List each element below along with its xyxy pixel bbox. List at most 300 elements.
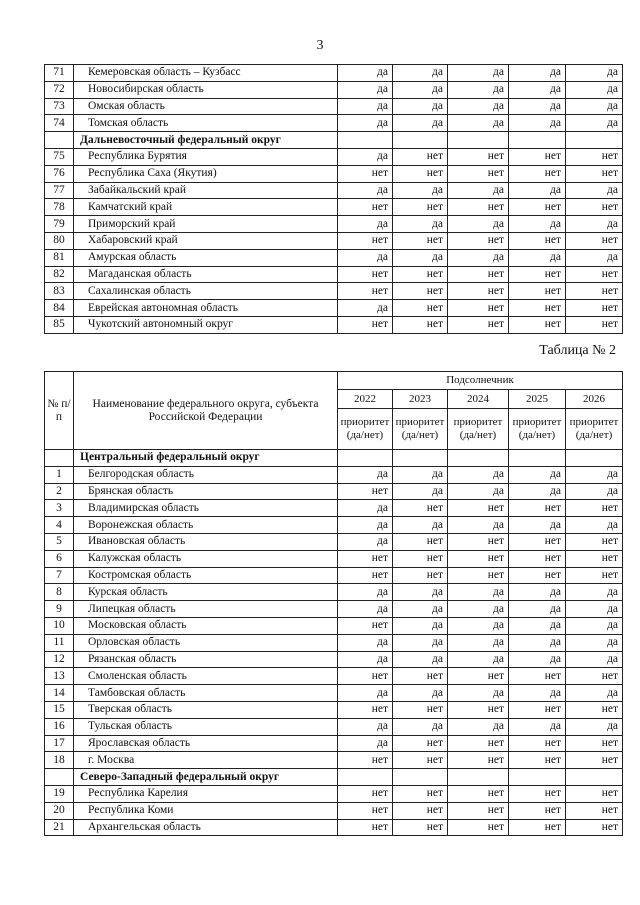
priority-value: нет	[393, 232, 448, 249]
region-name: Тульская область	[74, 718, 338, 735]
priority-value: да	[509, 249, 566, 266]
priority-value: да	[338, 216, 393, 233]
table-row	[45, 819, 623, 836]
empty-cell	[566, 132, 623, 149]
column-header-year: 2023	[393, 390, 448, 409]
priority-value: нет	[393, 735, 448, 752]
priority-value: да	[393, 634, 448, 651]
empty-cell	[45, 450, 74, 467]
priority-value: да	[509, 483, 566, 500]
row-number: 4	[45, 517, 74, 534]
region-name: г. Москва	[74, 752, 338, 769]
column-header-crop: Подсолнечник	[338, 372, 623, 390]
column-header-priority: приоритет (да/нет)	[566, 409, 623, 450]
priority-value: нет	[393, 550, 448, 567]
priority-value: нет	[509, 668, 566, 685]
priority-value: нет	[338, 165, 393, 182]
table-row	[45, 165, 623, 182]
priority-value: нет	[393, 752, 448, 769]
row-number: 72	[45, 81, 74, 98]
priority-value: да	[448, 483, 509, 500]
empty-cell	[45, 769, 74, 786]
priority-value: нет	[566, 199, 623, 216]
empty-cell	[393, 769, 448, 786]
priority-value: да	[448, 718, 509, 735]
priority-value: нет	[393, 701, 448, 718]
row-number: 19	[45, 785, 74, 802]
priority-value: да	[448, 466, 509, 483]
priority-value: да	[448, 115, 509, 132]
table-row	[45, 283, 623, 300]
priority-value: нет	[448, 701, 509, 718]
priority-value: да	[448, 65, 509, 82]
priority-value: нет	[509, 735, 566, 752]
column-header-year: 2022	[338, 390, 393, 409]
priority-value: нет	[338, 199, 393, 216]
priority-value: нет	[393, 199, 448, 216]
row-number: 18	[45, 752, 74, 769]
priority-value: нет	[448, 500, 509, 517]
column-header-name: Наименование федерального округа, субъекта Российской Федерации	[74, 372, 338, 450]
table-row	[45, 232, 623, 249]
priority-value: нет	[509, 785, 566, 802]
federal-district-row	[45, 769, 623, 786]
row-number: 3	[45, 500, 74, 517]
column-header-priority: приоритет (да/нет)	[448, 409, 509, 450]
priority-value: да	[566, 115, 623, 132]
priority-value: да	[566, 718, 623, 735]
priority-value: да	[509, 115, 566, 132]
column-header-priority: приоритет (да/нет)	[509, 409, 566, 450]
priority-value: нет	[338, 316, 393, 333]
column-header-year: 2024	[448, 390, 509, 409]
region-name: Республика Карелия	[74, 785, 338, 802]
priority-value: да	[566, 249, 623, 266]
column-header-year: 2026	[566, 390, 623, 409]
empty-cell	[393, 450, 448, 467]
priority-value: нет	[509, 266, 566, 283]
priority-value: нет	[448, 819, 509, 836]
priority-value: да	[448, 685, 509, 702]
priority-value: нет	[338, 802, 393, 819]
priority-value: нет	[393, 165, 448, 182]
priority-value: нет	[566, 735, 623, 752]
empty-cell	[509, 450, 566, 467]
row-number: 75	[45, 148, 74, 165]
row-number: 14	[45, 685, 74, 702]
region-name: Курская область	[74, 584, 338, 601]
table-row	[45, 81, 623, 98]
table-row	[45, 584, 623, 601]
priority-value: нет	[566, 802, 623, 819]
priority-value: да	[393, 81, 448, 98]
row-number: 80	[45, 232, 74, 249]
priority-value: нет	[509, 550, 566, 567]
priority-value: да	[566, 216, 623, 233]
table-row	[45, 98, 623, 115]
priority-value: да	[338, 601, 393, 618]
region-name: Белгородская область	[74, 466, 338, 483]
priority-value: нет	[566, 316, 623, 333]
row-number: 5	[45, 533, 74, 550]
table-row	[45, 517, 623, 534]
priority-value: да	[566, 466, 623, 483]
table-row	[45, 567, 623, 584]
priority-value: нет	[448, 199, 509, 216]
priority-value: нет	[393, 668, 448, 685]
priority-value: да	[509, 634, 566, 651]
priority-value: нет	[566, 148, 623, 165]
region-name: Тверская область	[74, 701, 338, 718]
row-number: 85	[45, 316, 74, 333]
region-name: Ярославская область	[74, 735, 338, 752]
region-name: Новосибирская область	[74, 81, 338, 98]
region-name: Томская область	[74, 115, 338, 132]
row-number: 83	[45, 283, 74, 300]
priority-value: нет	[509, 752, 566, 769]
priority-value: нет	[509, 300, 566, 317]
region-name: Владимирская область	[74, 500, 338, 517]
row-number: 82	[45, 266, 74, 283]
priority-value: нет	[338, 819, 393, 836]
region-name: Ивановская область	[74, 533, 338, 550]
priority-value: да	[566, 634, 623, 651]
priority-value: нет	[393, 266, 448, 283]
priority-value: да	[509, 65, 566, 82]
region-name: Рязанская область	[74, 651, 338, 668]
priority-value: нет	[338, 283, 393, 300]
priority-value: нет	[509, 165, 566, 182]
table-row	[45, 668, 623, 685]
table-row	[45, 148, 623, 165]
region-name: Калужская область	[74, 550, 338, 567]
row-number: 71	[45, 65, 74, 82]
priority-value: да	[566, 182, 623, 199]
priority-value: да	[566, 584, 623, 601]
region-name: Еврейская автономная область	[74, 300, 338, 317]
row-number: 16	[45, 718, 74, 735]
priority-value: да	[393, 601, 448, 618]
priority-value: нет	[393, 316, 448, 333]
federal-district-name: Дальневосточный федеральный округ	[74, 132, 338, 149]
empty-cell	[393, 132, 448, 149]
priority-value: нет	[448, 802, 509, 819]
priority-value: нет	[338, 567, 393, 584]
priority-value: нет	[566, 819, 623, 836]
table-row	[45, 718, 623, 735]
table-row	[45, 216, 623, 233]
priority-value: нет	[509, 232, 566, 249]
region-name: Камчатский край	[74, 199, 338, 216]
row-number: 13	[45, 668, 74, 685]
priority-value: да	[338, 148, 393, 165]
priority-value: нет	[338, 232, 393, 249]
priority-value: да	[393, 483, 448, 500]
table-row	[45, 199, 623, 216]
empty-cell	[338, 769, 393, 786]
priority-value: да	[509, 718, 566, 735]
row-number: 11	[45, 634, 74, 651]
priority-value: нет	[566, 752, 623, 769]
priority-value: да	[338, 718, 393, 735]
priority-value: да	[338, 685, 393, 702]
priority-value: нет	[448, 752, 509, 769]
table-row	[45, 115, 623, 132]
priority-value: нет	[509, 283, 566, 300]
priority-value: да	[338, 634, 393, 651]
row-number: 6	[45, 550, 74, 567]
priority-value: да	[338, 249, 393, 266]
priority-value: нет	[448, 567, 509, 584]
row-number: 84	[45, 300, 74, 317]
priority-value: нет	[338, 752, 393, 769]
priority-value: нет	[393, 785, 448, 802]
priority-value: да	[393, 466, 448, 483]
table-row	[45, 785, 623, 802]
priority-value: да	[448, 651, 509, 668]
column-header-year: 2025	[509, 390, 566, 409]
priority-value: да	[338, 182, 393, 199]
priority-value: да	[338, 517, 393, 534]
priority-value: да	[566, 601, 623, 618]
priority-value: нет	[393, 802, 448, 819]
row-number: 20	[45, 802, 74, 819]
priority-value: да	[338, 115, 393, 132]
table-row	[45, 500, 623, 517]
priority-value: нет	[566, 232, 623, 249]
empty-cell	[448, 769, 509, 786]
priority-value: нет	[509, 567, 566, 584]
priority-value: нет	[509, 802, 566, 819]
row-number: 76	[45, 165, 74, 182]
region-name: Брянская область	[74, 483, 338, 500]
region-name: Забайкальский край	[74, 182, 338, 199]
priority-value: нет	[393, 533, 448, 550]
empty-cell	[509, 769, 566, 786]
column-header-number: № п/п	[45, 372, 74, 450]
table-row	[45, 466, 623, 483]
empty-cell	[338, 132, 393, 149]
table-row	[45, 651, 623, 668]
row-number: 8	[45, 584, 74, 601]
priority-value: да	[393, 651, 448, 668]
priority-value: да	[509, 601, 566, 618]
priority-value: да	[448, 601, 509, 618]
priority-value: да	[338, 81, 393, 98]
priority-value: да	[338, 65, 393, 82]
priority-value: нет	[393, 300, 448, 317]
priority-value: да	[566, 517, 623, 534]
priority-value: да	[509, 584, 566, 601]
table-row	[45, 601, 623, 618]
priority-value: нет	[448, 232, 509, 249]
priority-value: нет	[509, 533, 566, 550]
regions-table-continued	[44, 64, 623, 334]
priority-value: да	[509, 466, 566, 483]
federal-district-row	[45, 450, 623, 467]
priority-value: нет	[566, 701, 623, 718]
table-row	[45, 483, 623, 500]
priority-value: да	[509, 617, 566, 634]
column-header-priority: приоритет (да/нет)	[393, 409, 448, 450]
priority-value: да	[393, 584, 448, 601]
priority-value: нет	[448, 283, 509, 300]
row-number: 15	[45, 701, 74, 718]
priority-value: да	[393, 115, 448, 132]
empty-cell	[45, 132, 74, 149]
row-number: 77	[45, 182, 74, 199]
priority-value: нет	[448, 668, 509, 685]
priority-value: да	[448, 81, 509, 98]
priority-value: нет	[448, 165, 509, 182]
priority-value: нет	[338, 266, 393, 283]
table-row	[45, 249, 623, 266]
table-row	[45, 182, 623, 199]
empty-cell	[448, 132, 509, 149]
row-number: 10	[45, 617, 74, 634]
priority-value: нет	[393, 819, 448, 836]
region-name: Амурская область	[74, 249, 338, 266]
region-name: Тамбовская область	[74, 685, 338, 702]
priority-value: нет	[393, 148, 448, 165]
priority-value: нет	[566, 567, 623, 584]
priority-value: да	[509, 517, 566, 534]
priority-value: да	[566, 81, 623, 98]
table-row	[45, 634, 623, 651]
priority-value: нет	[566, 500, 623, 517]
priority-value: да	[393, 517, 448, 534]
priority-value: нет	[338, 701, 393, 718]
priority-value: нет	[448, 148, 509, 165]
federal-district-name: Центральный федеральный округ	[74, 450, 338, 467]
priority-value: нет	[566, 266, 623, 283]
priority-value: да	[509, 651, 566, 668]
priority-value: да	[509, 216, 566, 233]
priority-value: да	[338, 533, 393, 550]
priority-value: да	[566, 617, 623, 634]
priority-value: да	[448, 98, 509, 115]
region-name: Воронежская область	[74, 517, 338, 534]
priority-value: нет	[509, 199, 566, 216]
priority-value: нет	[509, 500, 566, 517]
priority-value: да	[448, 517, 509, 534]
row-number: 17	[45, 735, 74, 752]
priority-value: да	[448, 584, 509, 601]
priority-value: да	[509, 98, 566, 115]
region-name: Хабаровский край	[74, 232, 338, 249]
row-number: 74	[45, 115, 74, 132]
priority-value: да	[393, 249, 448, 266]
priority-value: да	[393, 65, 448, 82]
empty-cell	[509, 132, 566, 149]
priority-value: нет	[338, 617, 393, 634]
priority-value: да	[509, 81, 566, 98]
region-name: Смоленская область	[74, 668, 338, 685]
table-row	[45, 617, 623, 634]
row-number: 12	[45, 651, 74, 668]
priority-value: да	[338, 735, 393, 752]
region-name: Омская область	[74, 98, 338, 115]
row-number: 1	[45, 466, 74, 483]
priority-value: нет	[448, 735, 509, 752]
federal-district-name: Северо-Западный федеральный округ	[74, 769, 338, 786]
table-row	[45, 316, 623, 333]
priority-value: нет	[448, 550, 509, 567]
priority-value: нет	[338, 483, 393, 500]
priority-value: нет	[566, 550, 623, 567]
priority-value: да	[448, 617, 509, 634]
priority-value: да	[566, 65, 623, 82]
priority-value: нет	[393, 500, 448, 517]
empty-cell	[448, 450, 509, 467]
priority-value: нет	[566, 785, 623, 802]
priority-value: да	[566, 685, 623, 702]
row-number: 73	[45, 98, 74, 115]
priority-value: да	[448, 216, 509, 233]
table-row	[45, 65, 623, 82]
priority-value: нет	[448, 266, 509, 283]
region-name: Кемеровская область – Кузбасс	[74, 65, 338, 82]
page-number: 3	[316, 38, 324, 53]
column-header-priority: приоритет (да/нет)	[338, 409, 393, 450]
priority-value: да	[509, 685, 566, 702]
priority-value: да	[509, 182, 566, 199]
priority-value: да	[566, 651, 623, 668]
row-number: 79	[45, 216, 74, 233]
region-name: Орловская область	[74, 634, 338, 651]
priority-value: да	[448, 634, 509, 651]
priority-value: нет	[509, 316, 566, 333]
region-name: Чукотский автономный округ	[74, 316, 338, 333]
row-number: 21	[45, 819, 74, 836]
region-name: Московская область	[74, 617, 338, 634]
priority-value: да	[338, 651, 393, 668]
priority-value: нет	[338, 785, 393, 802]
priority-value: да	[393, 98, 448, 115]
priority-value: да	[393, 718, 448, 735]
region-name: Сахалинская область	[74, 283, 338, 300]
priority-value: да	[393, 216, 448, 233]
table-row	[45, 300, 623, 317]
row-number: 78	[45, 199, 74, 216]
priority-value: да	[338, 98, 393, 115]
priority-value: да	[566, 483, 623, 500]
table-row	[45, 533, 623, 550]
empty-cell	[566, 769, 623, 786]
row-number: 81	[45, 249, 74, 266]
priority-value: нет	[509, 819, 566, 836]
priority-value: да	[338, 466, 393, 483]
federal-district-row	[45, 132, 623, 149]
region-name: Липецкая область	[74, 601, 338, 618]
sunflower-priority-table	[44, 371, 623, 836]
priority-value: да	[393, 685, 448, 702]
table-row	[45, 266, 623, 283]
priority-value: да	[338, 500, 393, 517]
priority-value: нет	[448, 316, 509, 333]
priority-value: нет	[566, 283, 623, 300]
priority-value: да	[338, 300, 393, 317]
priority-value: нет	[338, 668, 393, 685]
priority-value: нет	[509, 701, 566, 718]
table-row	[45, 550, 623, 567]
region-name: Республика Бурятия	[74, 148, 338, 165]
priority-value: нет	[566, 668, 623, 685]
priority-value: нет	[448, 300, 509, 317]
priority-value: нет	[448, 533, 509, 550]
priority-value: да	[566, 98, 623, 115]
priority-value: да	[338, 584, 393, 601]
